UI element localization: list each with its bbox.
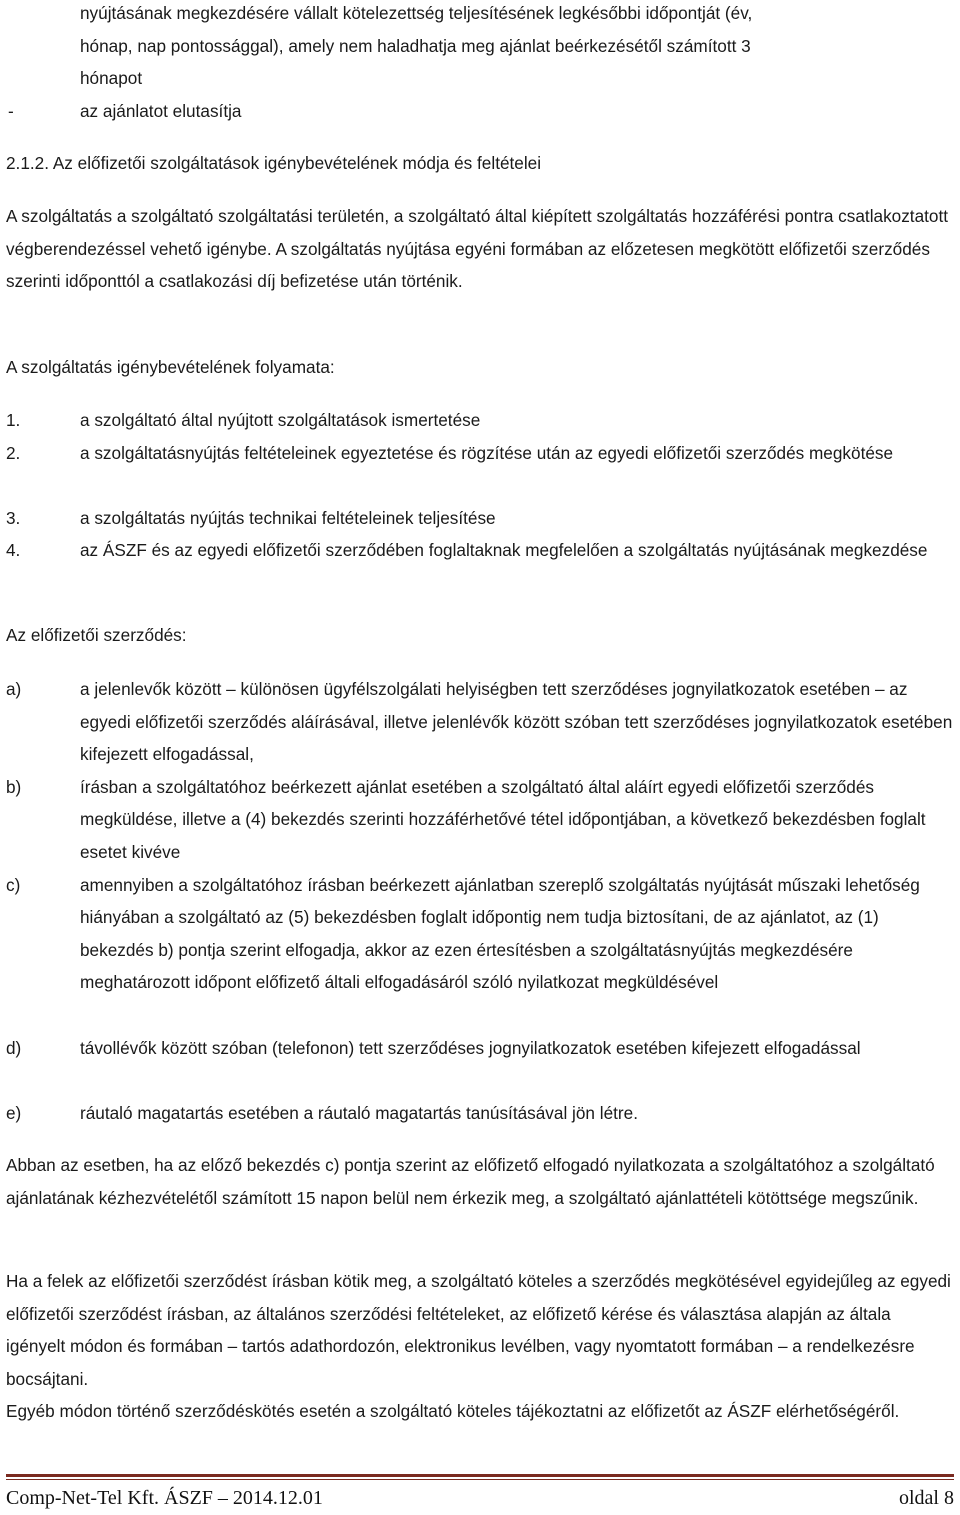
footer-rule <box>6 1474 954 1477</box>
footer-page-number: oldal 8 <box>899 1487 954 1509</box>
contract-item-text: írásban a szolgáltatóhoz beérkezett ajánlat esetében a szolgáltató által aláírt egyedi előfizetői szerződés megküldése, illetve a (4) bekezdés szerinti hozzáférhetővé tétel időpontjában, a következő bekezdésben foglalt esetet kivéve <box>80 776 926 862</box>
intro-line-3: hónapot <box>80 68 143 89</box>
dash-item-text: az ajánlatot elutasítja <box>80 100 242 121</box>
intro-line-1: nyújtásának megkezdésére vállalt kötelezettség teljesítésének legkésőbbi időpontját (év, <box>80 3 753 23</box>
contract-item-text: a jelenlevők között – különösen ügyfélszolgálati helyiségben tett szerződéses jognyilatkozatok esetében – az egyedi előfizetői szerződés aláírásával, illetve jelenlévők között szóban tett szerződéses jognyilatkozatok esetében kifejezett elfogadással, <box>80 679 953 765</box>
process-item-marker: 3. <box>6 507 21 528</box>
contract-item-marker: c) <box>6 874 21 895</box>
footer-rule-thin <box>6 1479 954 1480</box>
footer-document-title: Comp-Net-Tel Kft. ÁSZF – 2014.12.01 <box>6 1487 323 1509</box>
contract-item-marker: e) <box>6 1102 22 1123</box>
section-heading: 2.1.2. Az előfizetői szolgáltatások igénybevételének módja és feltételei <box>6 153 542 173</box>
deadline-paragraph: Abban az esetben, ha az előző bekezdés c) pontja szerint az előfizető elfogadó nyilatkozata a szolgáltatóhoz a szolgáltató ajánlatának kézhezvételétől számított 15 napon belül nem érkezik meg, a szolgáltató ajánlattételi kötöttsége megszűnik. <box>6 1155 935 1208</box>
dash-marker: - <box>8 100 14 121</box>
contract-label: Az előfizetői szerződés: <box>6 625 187 645</box>
contract-item-text: ráutaló magatartás esetében a ráutaló magatartás tanúsításával jön létre. <box>80 1102 638 1123</box>
intro-line-2: hónap, nap pontossággal), amely nem haladhatja meg ajánlat beérkezésétől számított 3 <box>80 35 751 56</box>
contract-item-text: amennyiben a szolgáltatóhoz írásban beérkezett ajánlatban szereplő szolgáltatás nyújtását műszaki lehetőség hiányában a szolgáltató az (5) bekezdésben foglalt időpontig nem tudja biztosítani, de az ajánlatot, az (1) bekezdés b) pontja szerint elfogadja, akkor az ezen értesítésben a szolgáltatásnyújtás megkezdésére meghatározott időpont előfizető általi elfogadásáról szóló nyilatkozat megküldésével <box>80 874 920 993</box>
process-label: A szolgáltatás igénybevételének folyamata: <box>6 357 335 377</box>
process-item-marker: 4. <box>6 540 21 561</box>
contract-item-text: távollévők között szóban (telefonon) tett szerződéses jognyilatkozatok esetében kifejezett elfogadással <box>80 1037 861 1058</box>
process-item-text: a szolgáltató által nyújtott szolgáltatások ismertetése <box>80 410 481 430</box>
process-item-text: a szolgáltatás nyújtás technikai feltételeinek teljesítése <box>80 507 496 528</box>
written-contract-paragraph: Ha a felek az előfizetői szerződést írásban kötik meg, a szolgáltató köteles a szerződés megkötésével egyidejűleg az egyedi előfizetői szerződést írásban, az általános szerződési feltételeket, az előfizető kérése és választása alapján az általa igényelt módon és formában – tartós adathordozón, elektronikus levélben, vagy nyomtatott formában – a rendelkezésre bocsájtani. <box>6 1271 951 1389</box>
contract-item-marker: d) <box>6 1037 22 1058</box>
process-item-text: az ÁSZF és az egyedi előfizetői szerződében foglaltaknak megfelelően a szolgáltatás nyújtásának megkezdése <box>80 540 928 561</box>
other-contract-paragraph: Egyéb módon történő szerződéskötés esetén a szolgáltató köteles tájékoztatni az előfizetőt az ÁSZF elérhetőségéről. <box>6 1401 900 1422</box>
process-item-text: a szolgáltatásnyújtás feltételeinek egyeztetése és rögzítése után az egyedi előfizetői szerződés megkötése <box>80 442 894 463</box>
contract-item-marker: a) <box>6 679 22 699</box>
service-paragraph: A szolgáltatás a szolgáltató szolgáltatási területén, a szolgáltató által kiépített szolgáltatás hozzáférési pontra csatlakoztatott végberendezéssel vehető igénybe. A szolgáltatás nyújtása egyéni formában az előzetesen megkötött előfizetői szerződés szerinti időponttól a csatlakozási díj befizetése után történik. <box>6 206 949 292</box>
contract-item-marker: b) <box>6 776 22 797</box>
process-item-marker: 2. <box>6 442 21 463</box>
process-item-marker: 1. <box>6 410 21 430</box>
